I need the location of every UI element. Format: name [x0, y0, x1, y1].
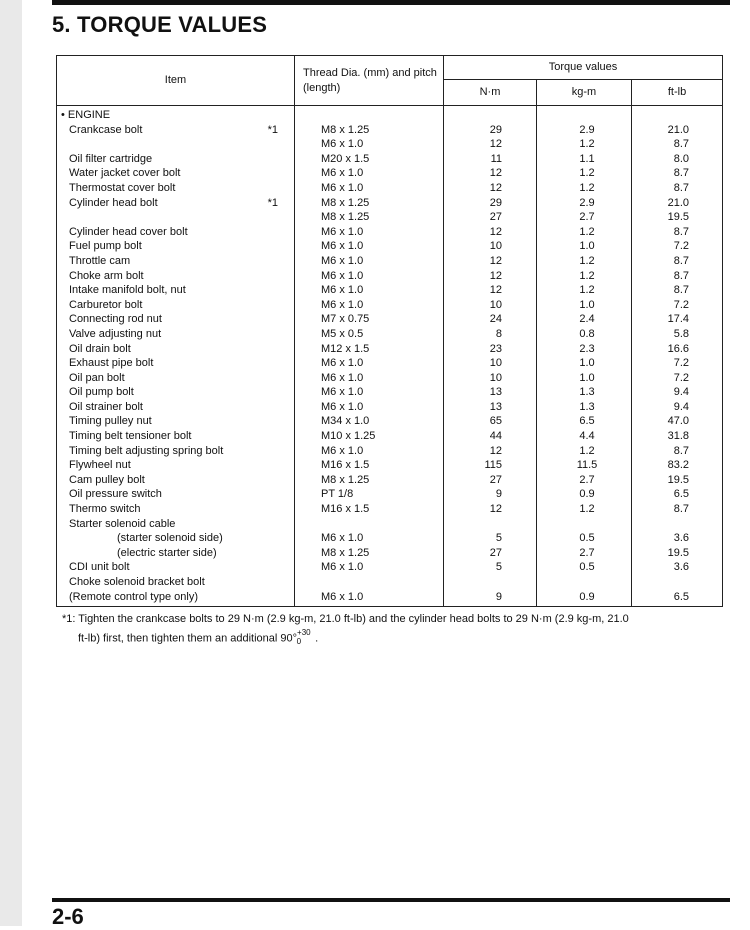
thread-cell: M8 x 1.25	[295, 123, 444, 138]
note-cell	[219, 356, 295, 371]
table-row	[57, 342, 723, 357]
item-cell: CDI unit bolt	[57, 560, 219, 575]
ftlb-cell: 8.7	[632, 283, 723, 298]
table-header	[57, 56, 723, 106]
table-row	[57, 283, 723, 298]
table-row	[57, 298, 723, 313]
thread-cell: M12 x 1.5	[295, 342, 444, 357]
thread-cell: M8 x 1.25	[295, 473, 444, 488]
ftlb-cell: 21.0	[632, 196, 723, 211]
table-body	[57, 106, 723, 607]
item-cell: Timing pulley nut	[57, 414, 219, 429]
thread-cell: M20 x 1.5	[295, 152, 444, 167]
note-cell: *1	[267, 123, 278, 136]
table-row	[57, 123, 723, 138]
ftlb-cell: 21.0	[632, 123, 723, 138]
thread-cell: M6 x 1.0	[295, 385, 444, 400]
kgm-cell	[537, 575, 632, 590]
header-thread: Thread Dia. (mm) and pitch (length)	[295, 56, 444, 106]
note-cell	[219, 312, 295, 327]
table-row	[57, 210, 723, 225]
kgm-cell: 0.8	[537, 327, 632, 342]
nm-cell: 12	[444, 283, 537, 298]
kgm-cell: 6.5	[537, 414, 632, 429]
thread-cell	[295, 106, 444, 123]
nm-cell: 12	[444, 269, 537, 284]
nm-cell: 12	[444, 225, 537, 240]
nm-cell: 10	[444, 298, 537, 313]
thread-cell: M8 x 1.25	[295, 210, 444, 225]
tolerance-upper: +30	[297, 628, 311, 637]
item-cell: (electric starter side)	[57, 546, 219, 561]
note-cell	[219, 106, 295, 123]
kgm-cell: 2.3	[537, 342, 632, 357]
nm-cell	[444, 575, 537, 590]
nm-cell: 65	[444, 414, 537, 429]
ftlb-cell: 9.4	[632, 385, 723, 400]
note-cell	[219, 546, 295, 561]
nm-cell: 12	[444, 254, 537, 269]
kgm-cell: 1.2	[537, 283, 632, 298]
ftlb-cell: 8.7	[632, 181, 723, 196]
nm-cell: 5	[444, 560, 537, 575]
note-cell	[219, 590, 295, 607]
item-cell: Oil pump bolt	[57, 385, 219, 400]
thread-cell: M6 x 1.0	[295, 269, 444, 284]
item-cell: Valve adjusting nut	[57, 327, 219, 342]
page-number: 2-6	[52, 904, 84, 929]
nm-cell: 29	[444, 196, 537, 211]
item-cell: • ENGINE	[57, 106, 219, 123]
ftlb-cell: 31.8	[632, 429, 723, 444]
table-row	[57, 196, 723, 211]
item-cell: Cylinder head cover bolt	[57, 225, 219, 240]
ftlb-cell: 8.0	[632, 152, 723, 167]
table-row	[57, 225, 723, 240]
ftlb-cell: 7.2	[632, 298, 723, 313]
nm-cell: 12	[444, 137, 537, 152]
item-cell: Thermo switch	[57, 502, 219, 517]
item-cell: Carburetor bolt	[57, 298, 219, 313]
ftlb-cell: 7.2	[632, 356, 723, 371]
thread-cell	[295, 517, 444, 532]
table-row	[57, 269, 723, 284]
note-cell	[219, 269, 295, 284]
table-row	[57, 371, 723, 386]
item-cell: Choke arm bolt	[57, 269, 219, 284]
ftlb-cell: 8.7	[632, 225, 723, 240]
table-row	[57, 560, 723, 575]
item-cell: Cylinder head bolt	[57, 196, 219, 211]
kgm-cell: 2.7	[537, 210, 632, 225]
note-cell	[219, 152, 295, 167]
thread-cell: M16 x 1.5	[295, 502, 444, 517]
table-row	[57, 575, 723, 590]
note-cell	[219, 575, 295, 590]
thread-cell: M6 x 1.0	[295, 283, 444, 298]
item-cell: Exhaust pipe bolt	[57, 356, 219, 371]
item-cell: Oil pressure switch	[57, 487, 219, 502]
table-row	[57, 239, 723, 254]
table-row	[57, 327, 723, 342]
item-cell: Flywheel nut	[57, 458, 219, 473]
header-torque-values: Torque values	[444, 56, 723, 80]
kgm-cell: 1.2	[537, 269, 632, 284]
nm-cell	[444, 106, 537, 123]
item-cell: Throttle cam	[57, 254, 219, 269]
kgm-cell: 1.1	[537, 152, 632, 167]
kgm-cell: 4.4	[537, 429, 632, 444]
thread-cell: M16 x 1.5	[295, 458, 444, 473]
note-cell	[219, 166, 295, 181]
kgm-cell: 1.3	[537, 385, 632, 400]
thread-cell: M6 x 1.0	[295, 400, 444, 415]
nm-cell: 10	[444, 356, 537, 371]
header-nm: N·m	[444, 79, 537, 105]
item-cell: Oil strainer bolt	[57, 400, 219, 415]
item-cell: Choke solenoid bracket bolt	[57, 575, 219, 590]
item-cell: Connecting rod nut	[57, 312, 219, 327]
nm-cell: 13	[444, 400, 537, 415]
thread-cell: M7 x 0.75	[295, 312, 444, 327]
footnote-end: .	[315, 632, 319, 645]
ftlb-cell: 7.2	[632, 371, 723, 386]
kgm-cell: 1.0	[537, 371, 632, 386]
ftlb-cell: 8.7	[632, 166, 723, 181]
table-row	[57, 166, 723, 181]
thread-cell: PT 1/8	[295, 487, 444, 502]
item-cell	[57, 137, 219, 152]
footnote-line-2-text: ft-lb) first, then tighten them an additional 90°	[78, 632, 298, 645]
kgm-cell: 2.4	[537, 312, 632, 327]
thread-cell: M6 x 1.0	[295, 298, 444, 313]
ftlb-cell: 7.2	[632, 239, 723, 254]
note-cell	[219, 342, 295, 357]
table-row	[57, 487, 723, 502]
ftlb-cell: 19.5	[632, 546, 723, 561]
table-row	[57, 517, 723, 532]
section-title: 5. TORQUE VALUES	[52, 12, 268, 37]
note-cell	[219, 283, 295, 298]
page-edge-shadow	[0, 0, 22, 926]
note-cell	[219, 327, 295, 342]
ftlb-cell	[632, 517, 723, 532]
ftlb-cell: 19.5	[632, 473, 723, 488]
tolerance-lower: 0	[296, 637, 302, 646]
item-cell: Oil pan bolt	[57, 371, 219, 386]
note-cell	[219, 414, 295, 429]
table-row	[57, 400, 723, 415]
note-cell	[219, 385, 295, 400]
item-cell: Oil filter cartridge	[57, 152, 219, 167]
kgm-cell	[537, 106, 632, 123]
nm-cell: 24	[444, 312, 537, 327]
item-cell	[57, 210, 219, 225]
kgm-cell: 1.3	[537, 400, 632, 415]
bottom-rule	[52, 898, 730, 902]
note-cell	[219, 225, 295, 240]
ftlb-cell: 8.7	[632, 444, 723, 459]
ftlb-cell: 8.7	[632, 137, 723, 152]
item-cell: Starter solenoid cable	[57, 517, 219, 532]
kgm-cell: 2.9	[537, 196, 632, 211]
table-row	[57, 137, 723, 152]
nm-cell: 115	[444, 458, 537, 473]
nm-cell: 10	[444, 371, 537, 386]
thread-cell: M6 x 1.0	[295, 531, 444, 546]
table-row	[57, 356, 723, 371]
nm-cell: 12	[444, 166, 537, 181]
note-cell	[219, 239, 295, 254]
ftlb-cell: 6.5	[632, 487, 723, 502]
torque-table	[56, 55, 723, 607]
ftlb-cell	[632, 106, 723, 123]
table-row	[57, 254, 723, 269]
kgm-cell: 1.0	[537, 298, 632, 313]
ftlb-cell: 9.4	[632, 400, 723, 415]
item-cell: Thermostat cover bolt	[57, 181, 219, 196]
table-row	[57, 546, 723, 561]
angle-tolerance	[296, 628, 315, 646]
note-cell	[219, 487, 295, 502]
note-cell	[219, 429, 295, 444]
thread-cell	[295, 575, 444, 590]
nm-cell: 10	[444, 239, 537, 254]
kgm-cell: 0.5	[537, 531, 632, 546]
thread-cell: M8 x 1.25	[295, 196, 444, 211]
kgm-cell: 1.0	[537, 239, 632, 254]
thread-cell: M6 x 1.0	[295, 166, 444, 181]
ftlb-cell: 17.4	[632, 312, 723, 327]
note-cell	[219, 444, 295, 459]
nm-cell: 5	[444, 531, 537, 546]
ftlb-cell: 8.7	[632, 254, 723, 269]
nm-cell: 9	[444, 487, 537, 502]
ftlb-cell: 8.7	[632, 269, 723, 284]
thread-cell: M6 x 1.0	[295, 181, 444, 196]
thread-cell: M6 x 1.0	[295, 225, 444, 240]
kgm-cell: 2.7	[537, 546, 632, 561]
note-cell	[219, 531, 295, 546]
thread-cell: M34 x 1.0	[295, 414, 444, 429]
nm-cell	[444, 517, 537, 532]
table-row	[57, 414, 723, 429]
ftlb-cell: 3.6	[632, 560, 723, 575]
thread-cell: M6 x 1.0	[295, 590, 444, 607]
header-item: Item	[57, 56, 295, 106]
thread-cell: M6 x 1.0	[295, 137, 444, 152]
note-cell: *1	[267, 196, 278, 209]
table-row	[57, 106, 723, 123]
nm-cell: 12	[444, 181, 537, 196]
ftlb-cell: 8.7	[632, 502, 723, 517]
footnote	[62, 612, 732, 647]
note-cell	[219, 458, 295, 473]
kgm-cell: 11.5	[537, 458, 632, 473]
kgm-cell: 1.2	[537, 502, 632, 517]
table-row	[57, 590, 723, 607]
nm-cell: 12	[444, 502, 537, 517]
table-row	[57, 312, 723, 327]
note-cell	[219, 517, 295, 532]
item-cell: (Remote control type only)	[57, 590, 219, 607]
nm-cell: 27	[444, 473, 537, 488]
table-row	[57, 385, 723, 400]
thread-cell: M6 x 1.0	[295, 356, 444, 371]
nm-cell: 29	[444, 123, 537, 138]
table-row	[57, 502, 723, 517]
note-cell	[219, 137, 295, 152]
nm-cell: 11	[444, 152, 537, 167]
note-cell	[219, 502, 295, 517]
thread-cell: M6 x 1.0	[295, 254, 444, 269]
table-row	[57, 473, 723, 488]
thread-cell: M6 x 1.0	[295, 239, 444, 254]
header-ftlb: ft-lb	[632, 79, 723, 105]
thread-cell: M6 x 1.0	[295, 371, 444, 386]
item-cell: Fuel pump bolt	[57, 239, 219, 254]
table-row	[57, 152, 723, 167]
top-rule	[52, 0, 730, 5]
thread-cell: M8 x 1.25	[295, 546, 444, 561]
item-cell: Crankcase bolt	[57, 123, 219, 138]
nm-cell: 44	[444, 429, 537, 444]
kgm-cell: 0.9	[537, 590, 632, 607]
item-cell: Timing belt adjusting spring bolt	[57, 444, 219, 459]
kgm-cell: 0.5	[537, 560, 632, 575]
thread-cell: M6 x 1.0	[295, 560, 444, 575]
item-cell: Cam pulley bolt	[57, 473, 219, 488]
note-cell	[219, 560, 295, 575]
thread-cell: M10 x 1.25	[295, 429, 444, 444]
kgm-cell: 2.9	[537, 123, 632, 138]
item-cell: (starter solenoid side)	[57, 531, 219, 546]
kgm-cell	[537, 517, 632, 532]
item-cell: Timing belt tensioner bolt	[57, 429, 219, 444]
note-cell	[219, 254, 295, 269]
nm-cell: 13	[444, 385, 537, 400]
table-row	[57, 458, 723, 473]
nm-cell: 23	[444, 342, 537, 357]
header-kgm: kg-m	[537, 79, 632, 105]
item-cell: Water jacket cover bolt	[57, 166, 219, 181]
note-cell	[219, 181, 295, 196]
nm-cell: 27	[444, 546, 537, 561]
torque-table-container	[56, 55, 722, 607]
kgm-cell: 1.2	[537, 254, 632, 269]
ftlb-cell: 47.0	[632, 414, 723, 429]
footnote-line-2	[62, 627, 732, 647]
ftlb-cell	[632, 575, 723, 590]
kgm-cell: 1.0	[537, 356, 632, 371]
footnote-line-1: *1: Tighten the crankcase bolts to 29 N·m (2.9 kg-m, 21.0 ft-lb) and the cylinder head bolts to 29 N·m (2.9 kg-m, 21.0	[62, 613, 629, 625]
kgm-cell: 2.7	[537, 473, 632, 488]
kgm-cell: 1.2	[537, 166, 632, 181]
nm-cell: 9	[444, 590, 537, 607]
table-row	[57, 444, 723, 459]
ftlb-cell: 83.2	[632, 458, 723, 473]
nm-cell: 12	[444, 444, 537, 459]
nm-cell: 8	[444, 327, 537, 342]
ftlb-cell: 6.5	[632, 590, 723, 607]
ftlb-cell: 16.6	[632, 342, 723, 357]
kgm-cell: 0.9	[537, 487, 632, 502]
ftlb-cell: 3.6	[632, 531, 723, 546]
ftlb-cell: 5.8	[632, 327, 723, 342]
thread-cell: M6 x 1.0	[295, 444, 444, 459]
table-row	[57, 181, 723, 196]
note-cell	[219, 298, 295, 313]
nm-cell: 27	[444, 210, 537, 225]
ftlb-cell: 19.5	[632, 210, 723, 225]
note-cell	[219, 473, 295, 488]
kgm-cell: 1.2	[537, 444, 632, 459]
table-row	[57, 531, 723, 546]
note-cell	[219, 400, 295, 415]
item-cell: Oil drain bolt	[57, 342, 219, 357]
item-cell: Intake manifold bolt, nut	[57, 283, 219, 298]
table-row	[57, 429, 723, 444]
kgm-cell: 1.2	[537, 181, 632, 196]
kgm-cell: 1.2	[537, 137, 632, 152]
kgm-cell: 1.2	[537, 225, 632, 240]
note-cell	[219, 371, 295, 386]
thread-cell: M5 x 0.5	[295, 327, 444, 342]
note-cell	[219, 210, 295, 225]
